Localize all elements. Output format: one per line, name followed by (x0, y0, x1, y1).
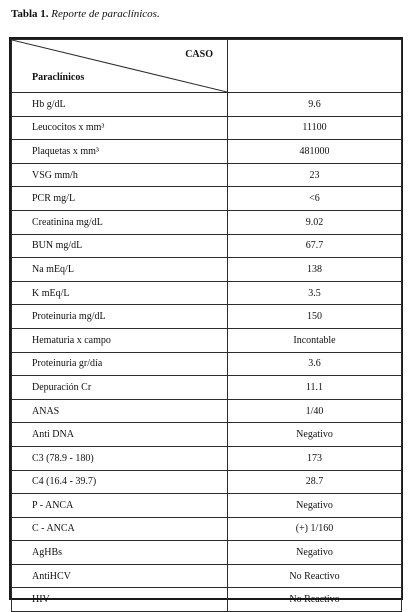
header-paraclinicos: Paraclínicos (32, 72, 85, 83)
parameter-value: 481000 (228, 140, 402, 164)
parameter-name: Leucocitos x mm³ (12, 116, 228, 140)
table-row (12, 305, 402, 329)
parameter-name: C - ANCA (12, 517, 228, 541)
lab-results-table (9, 37, 403, 606)
table-row (12, 517, 402, 541)
table-row (12, 423, 402, 447)
parameter-name: P - ANCA (12, 494, 228, 518)
table-row (12, 446, 402, 470)
parameter-value: No Reactivo (228, 564, 402, 588)
parameter-value: 150 (228, 305, 402, 329)
parameter-name: PCR mg/L (12, 187, 228, 211)
table-row (12, 470, 402, 494)
table-row (12, 140, 402, 164)
table-row (12, 352, 402, 376)
parameter-value: Incontable (228, 328, 402, 352)
parameter-name: Anti DNA (12, 423, 228, 447)
table-row (12, 588, 402, 612)
diagonal-divider (12, 40, 227, 92)
parameter-name: BUN mg/dL (12, 234, 228, 258)
caption-label: Tabla 1. (11, 8, 49, 20)
table-row (12, 399, 402, 423)
caption-title: Reporte de paraclínicos. (51, 8, 160, 20)
parameter-value: 9.6 (228, 93, 402, 117)
parameter-value: 9.02 (228, 210, 402, 234)
parameter-name: AntiHCV (12, 564, 228, 588)
parameter-value: 23 (228, 163, 402, 187)
parameter-value: Negativo (228, 494, 402, 518)
parameter-value: 67.7 (228, 234, 402, 258)
parameter-name: ANAS (12, 399, 228, 423)
parameter-name: Proteinuria mg/dL (12, 305, 228, 329)
parameter-name: Creatinina mg/dL (12, 210, 228, 234)
parameter-name: Hematuria x campo (12, 328, 228, 352)
table-row (12, 234, 402, 258)
parameter-value: <6 (228, 187, 402, 211)
parameter-value: 28.7 (228, 470, 402, 494)
parameter-name: AgHBs (12, 541, 228, 565)
table-row (12, 258, 402, 282)
parameter-name: VSG mm/h (12, 163, 228, 187)
parameter-value: Negativo (228, 541, 402, 565)
parameter-name: Depuración Cr (12, 376, 228, 400)
table-row (12, 116, 402, 140)
parameter-name: Proteinuria gr/día (12, 352, 228, 376)
header-diagonal-cell (12, 40, 228, 93)
parameter-name: Plaquetas x mm³ (12, 140, 228, 164)
parameter-value: 3.6 (228, 352, 402, 376)
parameter-name: K mEq/L (12, 281, 228, 305)
parameter-name: C4 (16.4 - 39.7) (12, 470, 228, 494)
parameter-name: C3 (78.9 - 180) (12, 446, 228, 470)
parameter-value: 11.1 (228, 376, 402, 400)
parameter-value: 3.5 (228, 281, 402, 305)
table-row (12, 281, 402, 305)
table-row (12, 564, 402, 588)
table-header-row (12, 40, 402, 93)
parameter-value: 138 (228, 258, 402, 282)
parameter-value: Negativo (228, 423, 402, 447)
parameter-name: Na mEq/L (12, 258, 228, 282)
table-row (12, 210, 402, 234)
table-row (12, 376, 402, 400)
parameter-name: Hb g/dL (12, 93, 228, 117)
table-row (12, 163, 402, 187)
table-row (12, 93, 402, 117)
parameter-value: No Reactivo (228, 588, 402, 612)
parameter-value: (+) 1/160 (228, 517, 402, 541)
table-row (12, 328, 402, 352)
header-empty-cell (228, 40, 402, 93)
parameter-value: 11100 (228, 116, 402, 140)
table-caption (11, 7, 160, 21)
parameter-value: 173 (228, 446, 402, 470)
parameter-value: 1/40 (228, 399, 402, 423)
parameter-name: HIV (12, 588, 228, 612)
header-caso: CASO (185, 49, 213, 60)
table-row (12, 187, 402, 211)
table-row (12, 541, 402, 565)
table-row (12, 494, 402, 518)
